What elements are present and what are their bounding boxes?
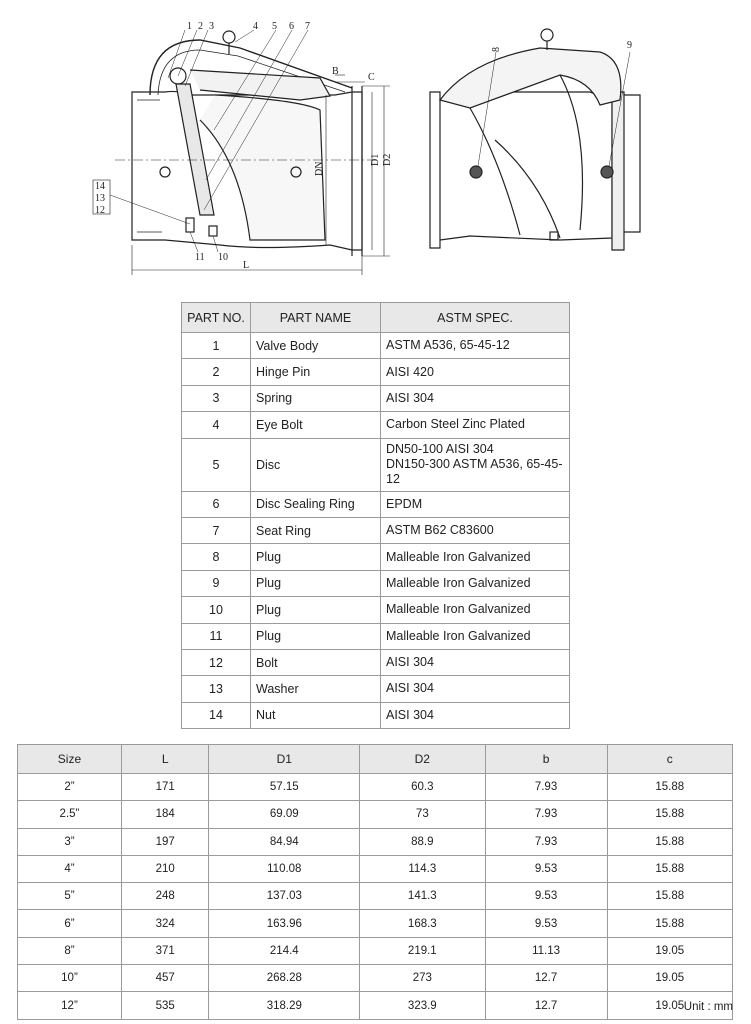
callout-2: 2 — [198, 21, 203, 32]
valve-drawing — [0, 0, 751, 290]
astm-spec-cell: Malleable Iron Galvanized — [381, 623, 570, 649]
dim-l: L — [243, 260, 250, 271]
callout-9: 9 — [627, 40, 632, 51]
size-cell: 6” — [18, 910, 122, 937]
section-view — [110, 30, 390, 275]
dim-c: C — [368, 72, 375, 83]
part-no-cell: 5 — [182, 438, 251, 491]
b-cell: 9.53 — [485, 855, 607, 882]
callout-6: 6 — [289, 21, 294, 32]
part-name-cell: Spring — [251, 385, 381, 411]
b-cell: 12.7 — [485, 992, 607, 1019]
l-cell: 457 — [121, 965, 209, 992]
dim-b: B — [332, 66, 339, 77]
dimensions-table — [17, 744, 733, 1020]
table-row — [182, 333, 570, 359]
d2-cell: 141.3 — [360, 883, 485, 910]
header-part-no: PART NO. — [182, 303, 251, 333]
header-b: b — [485, 745, 607, 774]
part-name-cell: Disc Sealing Ring — [251, 491, 381, 517]
table-row — [182, 544, 570, 570]
b-cell: 7.93 — [485, 801, 607, 828]
part-no-cell: 1 — [182, 333, 251, 359]
table-row — [182, 412, 570, 438]
size-cell: 10” — [18, 965, 122, 992]
d2-cell: 168.3 — [360, 910, 485, 937]
table-row — [18, 774, 733, 801]
part-name-cell: Plug — [251, 544, 381, 570]
dim-d2: D2 — [382, 153, 393, 166]
astm-spec-cell: AISI 420 — [381, 359, 570, 385]
part-no-cell: 9 — [182, 570, 251, 596]
d1-cell: 69.09 — [209, 801, 360, 828]
part-no-cell: 4 — [182, 412, 251, 438]
astm-spec-cell: Carbon Steel Zinc Plated — [381, 412, 570, 438]
astm-spec-cell: AISI 304 — [381, 702, 570, 728]
dim-dn: DN — [314, 161, 325, 176]
table-row — [18, 883, 733, 910]
l-cell: 184 — [121, 801, 209, 828]
table-row — [182, 597, 570, 623]
c-cell: 19.05 — [607, 937, 732, 964]
b-cell: 11.13 — [485, 937, 607, 964]
d2-cell: 114.3 — [360, 855, 485, 882]
part-no-cell: 12 — [182, 649, 251, 675]
part-no-cell: 8 — [182, 544, 251, 570]
size-cell: 4” — [18, 855, 122, 882]
table-row — [182, 702, 570, 728]
part-name-cell: Washer — [251, 676, 381, 702]
b-cell: 7.93 — [485, 828, 607, 855]
table-row — [182, 438, 570, 491]
d2-cell: 323.9 — [360, 992, 485, 1019]
table-row — [182, 359, 570, 385]
part-no-cell: 7 — [182, 517, 251, 543]
callout-8: 8 — [491, 47, 502, 52]
part-name-cell: Valve Body — [251, 333, 381, 359]
l-cell: 535 — [121, 992, 209, 1019]
part-no-cell: 14 — [182, 702, 251, 728]
size-cell: 12” — [18, 992, 122, 1019]
c-cell: 15.88 — [607, 774, 732, 801]
part-name-cell: Eye Bolt — [251, 412, 381, 438]
c-cell: 15.88 — [607, 828, 732, 855]
astm-spec-cell: ASTM B62 C83600 — [381, 517, 570, 543]
c-cell: 15.88 — [607, 801, 732, 828]
c-cell: 15.88 — [607, 910, 732, 937]
b-cell: 9.53 — [485, 883, 607, 910]
table-row — [18, 855, 733, 882]
part-name-cell: Seat Ring — [251, 517, 381, 543]
d1-cell: 57.15 — [209, 774, 360, 801]
table-row — [182, 385, 570, 411]
part-no-cell: 2 — [182, 359, 251, 385]
d2-cell: 60.3 — [360, 774, 485, 801]
table-row — [182, 649, 570, 675]
astm-spec-cell: DN50-100 AISI 304 DN150-300 ASTM A536, 65-45-12 — [381, 438, 570, 491]
table-row — [18, 965, 733, 992]
table-row — [182, 517, 570, 543]
astm-spec-cell: Malleable Iron Galvanized — [381, 597, 570, 623]
parts-table — [181, 302, 570, 729]
part-name-cell: Plug — [251, 570, 381, 596]
l-cell: 171 — [121, 774, 209, 801]
d2-cell: 73 — [360, 801, 485, 828]
size-cell: 8” — [18, 937, 122, 964]
d2-cell: 88.9 — [360, 828, 485, 855]
l-cell: 197 — [121, 828, 209, 855]
b-cell: 9.53 — [485, 910, 607, 937]
c-cell: 19.05 — [607, 965, 732, 992]
d1-cell: 163.96 — [209, 910, 360, 937]
astm-spec-cell: Malleable Iron Galvanized — [381, 570, 570, 596]
astm-spec-cell: ASTM A536, 65-45-12 — [381, 333, 570, 359]
part-no-cell: 11 — [182, 623, 251, 649]
part-name-cell: Plug — [251, 623, 381, 649]
c-cell: 15.88 — [607, 855, 732, 882]
b-cell: 12.7 — [485, 965, 607, 992]
part-name-cell: Bolt — [251, 649, 381, 675]
d2-cell: 219.1 — [360, 937, 485, 964]
d2-cell: 273 — [360, 965, 485, 992]
table-row — [18, 828, 733, 855]
astm-spec-cell: AISI 304 — [381, 385, 570, 411]
callout-11: 11 — [195, 252, 205, 263]
callout-7: 7 — [305, 21, 310, 32]
callout-1: 1 — [187, 21, 192, 32]
l-cell: 371 — [121, 937, 209, 964]
callout-10: 10 — [218, 252, 228, 263]
header-c: c — [607, 745, 732, 774]
table-row — [182, 491, 570, 517]
size-cell: 3” — [18, 828, 122, 855]
d1-cell: 110.08 — [209, 855, 360, 882]
header-d2: D2 — [360, 745, 485, 774]
parts-table-header — [182, 303, 570, 333]
table-row — [18, 910, 733, 937]
d1-cell: 137.03 — [209, 883, 360, 910]
astm-spec-cell: Malleable Iron Galvanized — [381, 544, 570, 570]
size-cell: 2” — [18, 774, 122, 801]
header-l: L — [121, 745, 209, 774]
c-cell: 15.88 — [607, 883, 732, 910]
table-row — [18, 992, 733, 1019]
header-part-name: PART NAME — [251, 303, 381, 333]
part-no-cell: 10 — [182, 597, 251, 623]
table-row — [182, 676, 570, 702]
part-no-cell: 3 — [182, 385, 251, 411]
astm-spec-cell: AISI 304 — [381, 649, 570, 675]
unit-label: Unit : mm — [683, 1001, 733, 1013]
table-row — [18, 937, 733, 964]
part-name-cell: Plug — [251, 597, 381, 623]
header-d1: D1 — [209, 745, 360, 774]
header-size: Size — [18, 745, 122, 774]
part-name-cell: Disc — [251, 438, 381, 491]
l-cell: 210 — [121, 855, 209, 882]
d1-cell: 318.29 — [209, 992, 360, 1019]
c-cell: 19.05 — [607, 992, 732, 1019]
exterior-view — [430, 29, 640, 250]
astm-spec-cell: AISI 304 — [381, 676, 570, 702]
table-row — [182, 570, 570, 596]
l-cell: 324 — [121, 910, 209, 937]
part-no-cell: 13 — [182, 676, 251, 702]
callout-12: 12 — [95, 205, 105, 216]
callout-14: 14 — [95, 181, 105, 192]
table-row — [18, 801, 733, 828]
size-cell: 5” — [18, 883, 122, 910]
header-astm-spec: ASTM SPEC. — [381, 303, 570, 333]
dimensions-table-header — [18, 745, 733, 774]
dim-d1: D1 — [370, 153, 381, 166]
b-cell: 7.93 — [485, 774, 607, 801]
d1-cell: 268.28 — [209, 965, 360, 992]
callout-13: 13 — [95, 193, 105, 204]
size-cell: 2.5” — [18, 801, 122, 828]
callout-3: 3 — [209, 21, 214, 32]
part-name-cell: Hinge Pin — [251, 359, 381, 385]
table-row — [182, 623, 570, 649]
part-name-cell: Nut — [251, 702, 381, 728]
callout-5: 5 — [272, 21, 277, 32]
l-cell: 248 — [121, 883, 209, 910]
d1-cell: 214.4 — [209, 937, 360, 964]
part-no-cell: 6 — [182, 491, 251, 517]
d1-cell: 84.94 — [209, 828, 360, 855]
callout-4: 4 — [253, 21, 258, 32]
astm-spec-cell: EPDM — [381, 491, 570, 517]
